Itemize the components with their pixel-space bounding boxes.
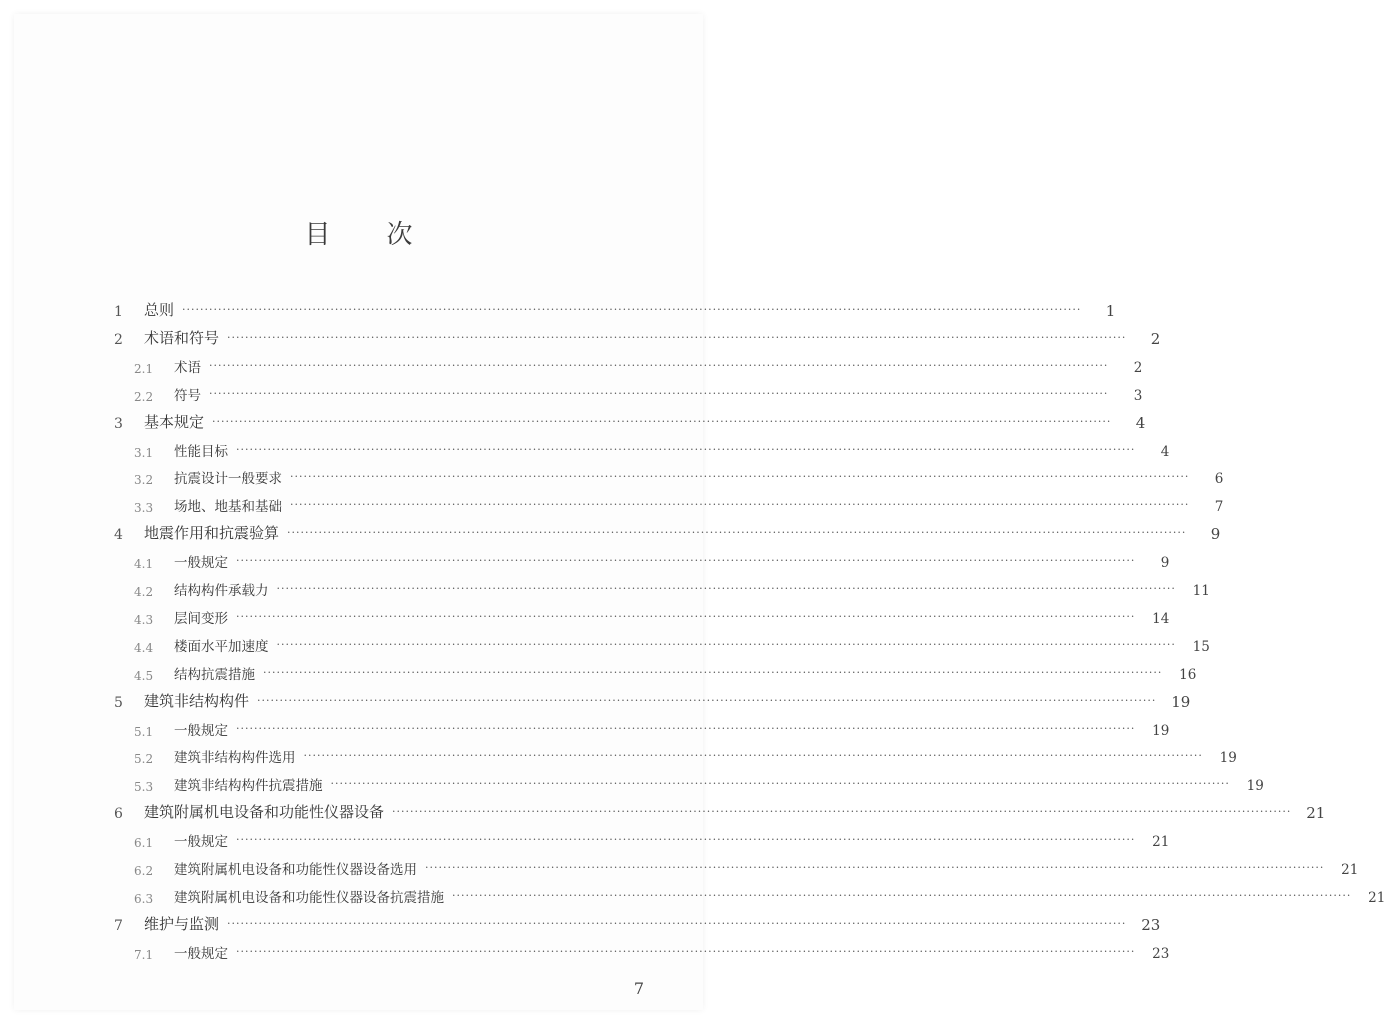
toc-entry-page: 21 <box>1341 862 1359 878</box>
toc-section-entry[interactable] <box>14 350 1143 376</box>
toc-entry-label: 抗震设计一般要求 <box>174 471 282 488</box>
toc-entry-number: 3.1 <box>134 445 154 460</box>
toc-entry-page: 3 <box>1133 387 1143 404</box>
toc-leader-dots: ········································································································································································································ <box>392 805 1292 819</box>
toc-entry-page: 4 <box>1160 443 1170 460</box>
toc-entry-number: 4.1 <box>134 557 154 572</box>
toc-section-entry[interactable] <box>14 880 1385 906</box>
toc-leader-dots: ········································································································································································································ <box>276 582 1176 595</box>
toc-leader-dots: ········································································································································································································ <box>452 888 1352 902</box>
toc-section-entry[interactable] <box>14 461 1224 488</box>
toc-entry-number: 4.3 <box>134 612 154 627</box>
toc-leader-dots: ········································································································································································································ <box>303 749 1203 763</box>
toc-entry-number: 3 <box>114 415 123 432</box>
toc-entry-page: 11 <box>1192 583 1210 599</box>
toc-chapter-entry[interactable] <box>14 294 1116 320</box>
toc-entry-label: 维护与监测 <box>144 914 220 933</box>
toc-entry-number: 5.1 <box>134 724 154 739</box>
toc-leader-dots: ········································································································································································································ <box>182 303 1082 316</box>
toc-entry-number: 4.5 <box>134 668 154 683</box>
toc-entry-label: 一般规定 <box>174 722 228 739</box>
toc-entry-page: 16 <box>1179 666 1197 683</box>
toc-entry-label: 一般规定 <box>174 555 228 572</box>
toc-section-entry[interactable] <box>14 713 1170 739</box>
toc-section-entry[interactable] <box>14 489 1224 516</box>
toc-entry-page: 21 <box>1306 804 1326 823</box>
toc-entry-number: 5.2 <box>134 752 154 767</box>
toc-entry-page: 6 <box>1214 471 1224 488</box>
toc-entry-number: 7.1 <box>134 947 154 962</box>
toc-entry-label: 建筑附属机电设备和功能性仪器设备 <box>144 803 385 822</box>
toc-entry-label: 总则 <box>144 301 175 319</box>
toc-entry-label: 性能目标 <box>174 443 228 460</box>
toc-leader-dots: ········································································································································································································ <box>209 386 1109 400</box>
toc-entry-page: 21 <box>1152 834 1170 851</box>
toc-entry-page: 19 <box>1152 722 1170 739</box>
toc-leader-dots: ········································································································································································································ <box>290 470 1190 484</box>
toc-entry-page: 21 <box>1368 889 1385 906</box>
toc-leader-dots: ········································································································································································································ <box>212 414 1112 428</box>
toc-section-entry[interactable] <box>14 629 1210 655</box>
toc-section-entry[interactable] <box>14 378 1143 404</box>
toc-section-entry[interactable] <box>14 573 1210 599</box>
toc-entry-number: 2.1 <box>134 361 154 376</box>
toc-entry-number: 2.2 <box>134 389 154 404</box>
toc-chapter-entry[interactable] <box>14 908 1161 934</box>
page-title <box>14 214 703 251</box>
toc-leader-dots: ········································································································································································································ <box>236 721 1136 735</box>
toc-entry-number: 3.3 <box>134 501 154 516</box>
toc-section-entry[interactable] <box>14 657 1197 683</box>
toc-entry-number: 4.4 <box>134 640 154 655</box>
toc-entry-page: 7 <box>1214 499 1224 516</box>
toc-entry-number: 6.2 <box>134 864 154 878</box>
toc-entry-number: 6 <box>114 806 123 823</box>
toc-leader-dots: ········································································································································································································ <box>227 330 1127 344</box>
title-char-1: 目 <box>304 220 331 250</box>
toc-leader-dots: ········································································································································································································ <box>276 637 1176 651</box>
toc-entry-page: 19 <box>1219 750 1237 767</box>
toc-leader-dots: ········································································································································································································ <box>236 833 1136 847</box>
toc-chapter-entry[interactable] <box>14 517 1221 544</box>
toc-entry-label: 符号 <box>174 387 201 404</box>
toc-entry-label: 层间变形 <box>174 610 228 627</box>
toc-entry-number: 7 <box>114 917 123 934</box>
toc-entry-label: 一般规定 <box>174 834 228 851</box>
toc-entry-page: 23 <box>1152 945 1170 962</box>
toc-entry-label: 术语 <box>174 359 201 376</box>
toc-leader-dots: ········································································································································································································ <box>227 916 1127 930</box>
toc-section-entry[interactable] <box>14 434 1170 460</box>
toc-entry-number: 6.3 <box>134 891 154 906</box>
toc-entry-number: 5 <box>114 694 123 711</box>
toc-chapter-entry[interactable] <box>14 685 1191 711</box>
page-number: 7 <box>633 979 644 998</box>
toc-leader-dots: ········································································································································································································ <box>425 861 1325 874</box>
toc-entry-label: 术语和符号 <box>144 328 220 347</box>
toc-entry-label: 基本规定 <box>144 412 205 431</box>
toc-entry-number: 1 <box>114 304 123 320</box>
document-page <box>14 14 1385 1010</box>
toc-leader-dots: ········································································································································································································ <box>236 442 1136 456</box>
toc-section-entry[interactable] <box>14 740 1237 767</box>
toc-leader-dots: ········································································································································································································ <box>263 665 1163 679</box>
toc-leader-dots: ········································································································································································································ <box>209 358 1109 372</box>
toc-entry-number: 3.2 <box>134 473 154 488</box>
toc-entry-page: 19 <box>1171 692 1191 711</box>
toc-entry-label: 建筑非结构构件抗震措施 <box>174 778 323 795</box>
toc-entry-label: 建筑附属机电设备和功能性仪器设备选用 <box>174 862 417 878</box>
toc-entry-label: 结构构件承载力 <box>174 583 269 599</box>
toc-entry-page: 2 <box>1133 359 1143 376</box>
toc-leader-dots: ········································································································································································································ <box>236 554 1136 568</box>
toc-entry-label: 结构抗震措施 <box>174 666 255 683</box>
toc-section-entry[interactable] <box>14 545 1170 572</box>
toc-section-entry[interactable] <box>14 768 1264 795</box>
toc-leader-dots: ········································································································································································································ <box>236 609 1136 623</box>
toc-entry-label: 建筑附属机电设备和功能性仪器设备抗震措施 <box>174 889 444 906</box>
toc-entry-label: 楼面水平加速度 <box>174 638 269 655</box>
toc-entry-label: 建筑非结构构件 <box>144 691 250 710</box>
toc-entry-page: 15 <box>1192 638 1210 655</box>
toc-entry-page: 4 <box>1135 413 1146 432</box>
toc-entry-number: 6.1 <box>134 836 154 851</box>
toc-chapter-entry[interactable] <box>14 322 1161 348</box>
toc-section-entry[interactable] <box>14 601 1170 627</box>
toc-leader-dots: ········································································································································································································ <box>290 498 1190 512</box>
toc-entry-page: 23 <box>1141 915 1161 934</box>
toc-entry-label: 地震作用和抗震验算 <box>144 524 280 543</box>
toc-chapter-entry[interactable] <box>14 406 1146 432</box>
toc-section-entry[interactable] <box>14 852 1359 878</box>
toc-leader-dots: ········································································································································································································ <box>236 944 1136 958</box>
toc-entry-label: 建筑非结构构件选用 <box>174 750 296 767</box>
toc-entry-label: 场地、地基和基础 <box>174 499 282 516</box>
toc-entry-label: 一般规定 <box>174 945 228 962</box>
toc-entry-page: 14 <box>1152 610 1170 627</box>
toc-entry-page: 9 <box>1160 555 1170 572</box>
toc-entry-number: 5.3 <box>134 780 154 795</box>
toc-section-entry[interactable] <box>14 936 1170 962</box>
toc-leader-dots: ········································································································································································································ <box>287 526 1187 540</box>
toc-leader-dots: ········································································································································································································ <box>330 777 1230 791</box>
toc-entry-number: 4 <box>114 527 123 544</box>
toc-entry-page: 19 <box>1246 778 1264 795</box>
toc-entry-number: 4.2 <box>134 585 154 599</box>
title-char-2: 次 <box>386 220 413 250</box>
toc-leader-dots: ········································································································································································································ <box>257 693 1157 707</box>
toc-entry-number: 2 <box>114 331 123 348</box>
toc-entry-page: 9 <box>1210 525 1221 544</box>
toc-entry-page: 1 <box>1105 302 1116 320</box>
toc-section-entry[interactable] <box>14 824 1170 851</box>
toc-chapter-entry[interactable] <box>14 796 1326 823</box>
toc-entry-page: 2 <box>1150 329 1161 348</box>
